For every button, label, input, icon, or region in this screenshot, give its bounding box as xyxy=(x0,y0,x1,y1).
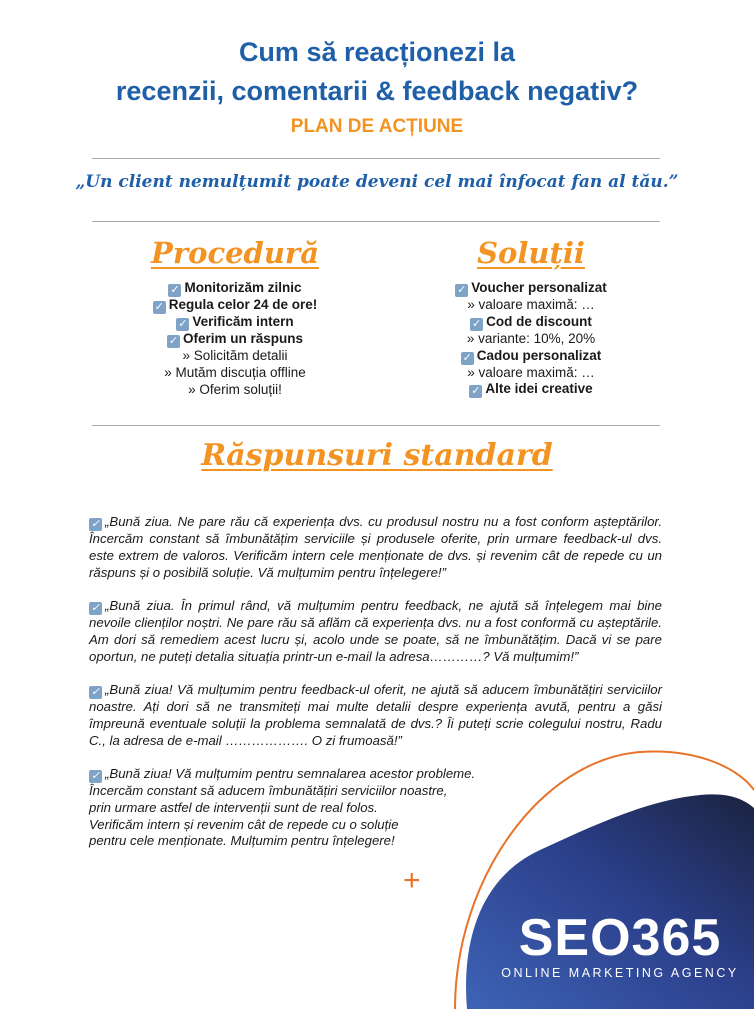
solutii-heading: Soluții xyxy=(477,236,585,270)
list-item xyxy=(112,280,358,297)
list-item xyxy=(112,348,358,365)
list-item-label: Voucher personalizat xyxy=(471,280,607,295)
list-item xyxy=(112,382,358,399)
response-line: prin urmare astfel de intervenții sunt de real folos. xyxy=(89,799,378,815)
list-item-label: Alte idei creative xyxy=(485,381,593,397)
logo-wordmark: SEO365 xyxy=(518,909,722,967)
response-line: Verificăm intern și revenim cât de repede cu o soluție xyxy=(89,816,399,832)
list-item xyxy=(112,297,358,314)
list-item xyxy=(408,331,654,348)
list-item xyxy=(408,297,654,314)
check-box-icon: ✓ xyxy=(457,284,467,296)
divider xyxy=(92,425,660,426)
check-box-icon: ✓ xyxy=(90,686,101,698)
plus-icon: + xyxy=(403,864,421,897)
response-line: „Bună ziua! Vă mulțumim pentru semnalarea acestor probleme. xyxy=(105,766,476,781)
check-box-icon: ✓ xyxy=(471,385,481,398)
list-item-label: » Oferim soluții! xyxy=(188,381,282,397)
list-item-label: Cod de discount xyxy=(486,313,592,329)
check-box-icon: ✓ xyxy=(154,301,164,313)
list-item-label: » Solicităm detalii xyxy=(182,348,288,363)
check-box-icon: ✓ xyxy=(178,318,188,330)
check-box-icon: ✓ xyxy=(168,335,179,347)
logo-tagline: ONLINE MARKETING AGENCY xyxy=(501,966,739,980)
check-box-icon: ✓ xyxy=(170,284,180,296)
list-item-label: » variante: 10%, 20% xyxy=(466,330,596,346)
divider xyxy=(92,221,660,222)
response-item xyxy=(89,514,662,581)
procedura-list xyxy=(112,280,358,398)
check-box-icon: ✓ xyxy=(90,770,101,782)
list-item-label: Monitorizăm zilnic xyxy=(184,280,302,295)
solutii-list xyxy=(408,280,654,398)
list-item-label: » Mutăm discuția offline xyxy=(164,364,306,380)
page-title-line1: Cum să reacționezi la xyxy=(238,37,516,67)
list-item xyxy=(408,365,654,382)
page-title-line2: recenzii, comentarii & feedback negativ? xyxy=(115,76,639,106)
list-item xyxy=(408,314,654,331)
check-box-icon: ✓ xyxy=(472,317,482,330)
quote-text: „Un client nemulțumit poate deveni cel mai înfocat fan al tău.” xyxy=(75,172,679,192)
list-item xyxy=(112,331,358,348)
procedura-heading: Procedură xyxy=(151,236,319,270)
response-item xyxy=(89,682,662,749)
list-item xyxy=(408,280,654,297)
list-item-label: Verificăm intern xyxy=(192,314,294,329)
response-item xyxy=(89,598,662,665)
page-subtitle: PLAN DE ACȚIUNE xyxy=(290,116,464,137)
list-item-label: Cadou personalizat xyxy=(476,347,602,363)
list-item-label: » valoare maximă: … xyxy=(467,297,595,312)
check-box-icon: ✓ xyxy=(462,351,472,364)
response-text: „Bună ziua. În primul rând, vă mulțumim pentru feedback, ne ajută să înțelegem mai bine nevoile clienților noștri. Ne pare rău să aflăm că experiența dvs. nu a fost conformă cu așteptările. Am dori să remediem acest lucru și, acolo unde se poate, să ne îmbunătățim. Dacă vi se pare oportun, ne puteți detalia situația printr-un e-mail la adresa…………? Vă mulțumim!” xyxy=(89,598,662,664)
response-item xyxy=(89,766,662,850)
response-line: pentru cele menționate. Mulțumim pentru înțelegere! xyxy=(89,833,395,849)
response-line: Încercăm constant să aducem îmbunătățiri serviciilor noastre, xyxy=(89,783,448,798)
raspunsuri-heading: Răspunsuri standard xyxy=(201,438,553,473)
list-item xyxy=(408,381,654,398)
list-item-label: Oferim un răspuns xyxy=(182,331,304,346)
list-item xyxy=(112,314,358,331)
check-box-icon: ✓ xyxy=(90,518,101,530)
list-item-label: » valoare maximă: … xyxy=(467,364,595,380)
list-item xyxy=(408,348,654,365)
response-text: „Bună ziua. Ne pare rău că experiența dvs. cu produsul nostru nu a fost conform așteptărilor. Încercăm constant să îmbunătățim serviciile și produsele oferite, prin urmare feedback-ul dvs. este extrem de valoros. Verificăm intern cele menționate de dvs. și revenim cât de repede cu un răspuns și o posibilă soluție. Vă mulțumim pentru înțelegere!” xyxy=(89,514,662,580)
check-box-icon: ✓ xyxy=(90,602,101,614)
list-item-label: Regula celor 24 de ore! xyxy=(168,297,318,312)
divider xyxy=(92,158,660,159)
list-item xyxy=(112,365,358,382)
response-text: „Bună ziua! Vă mulțumim pentru feedback-ul oferit, ne ajută să aducem îmbunătățiri serviciilor noastre. Ați dori să ne transmiteți mai multe detalii despre experiența avută, pentru a găsi împreună eventuale soluții la problema semnalată de dvs.? Îi puteți scrie colegului nostru, Radu C., la adresa de e-mail ………………. O zi frumoasă!” xyxy=(89,682,662,748)
brand-logo xyxy=(500,908,740,980)
